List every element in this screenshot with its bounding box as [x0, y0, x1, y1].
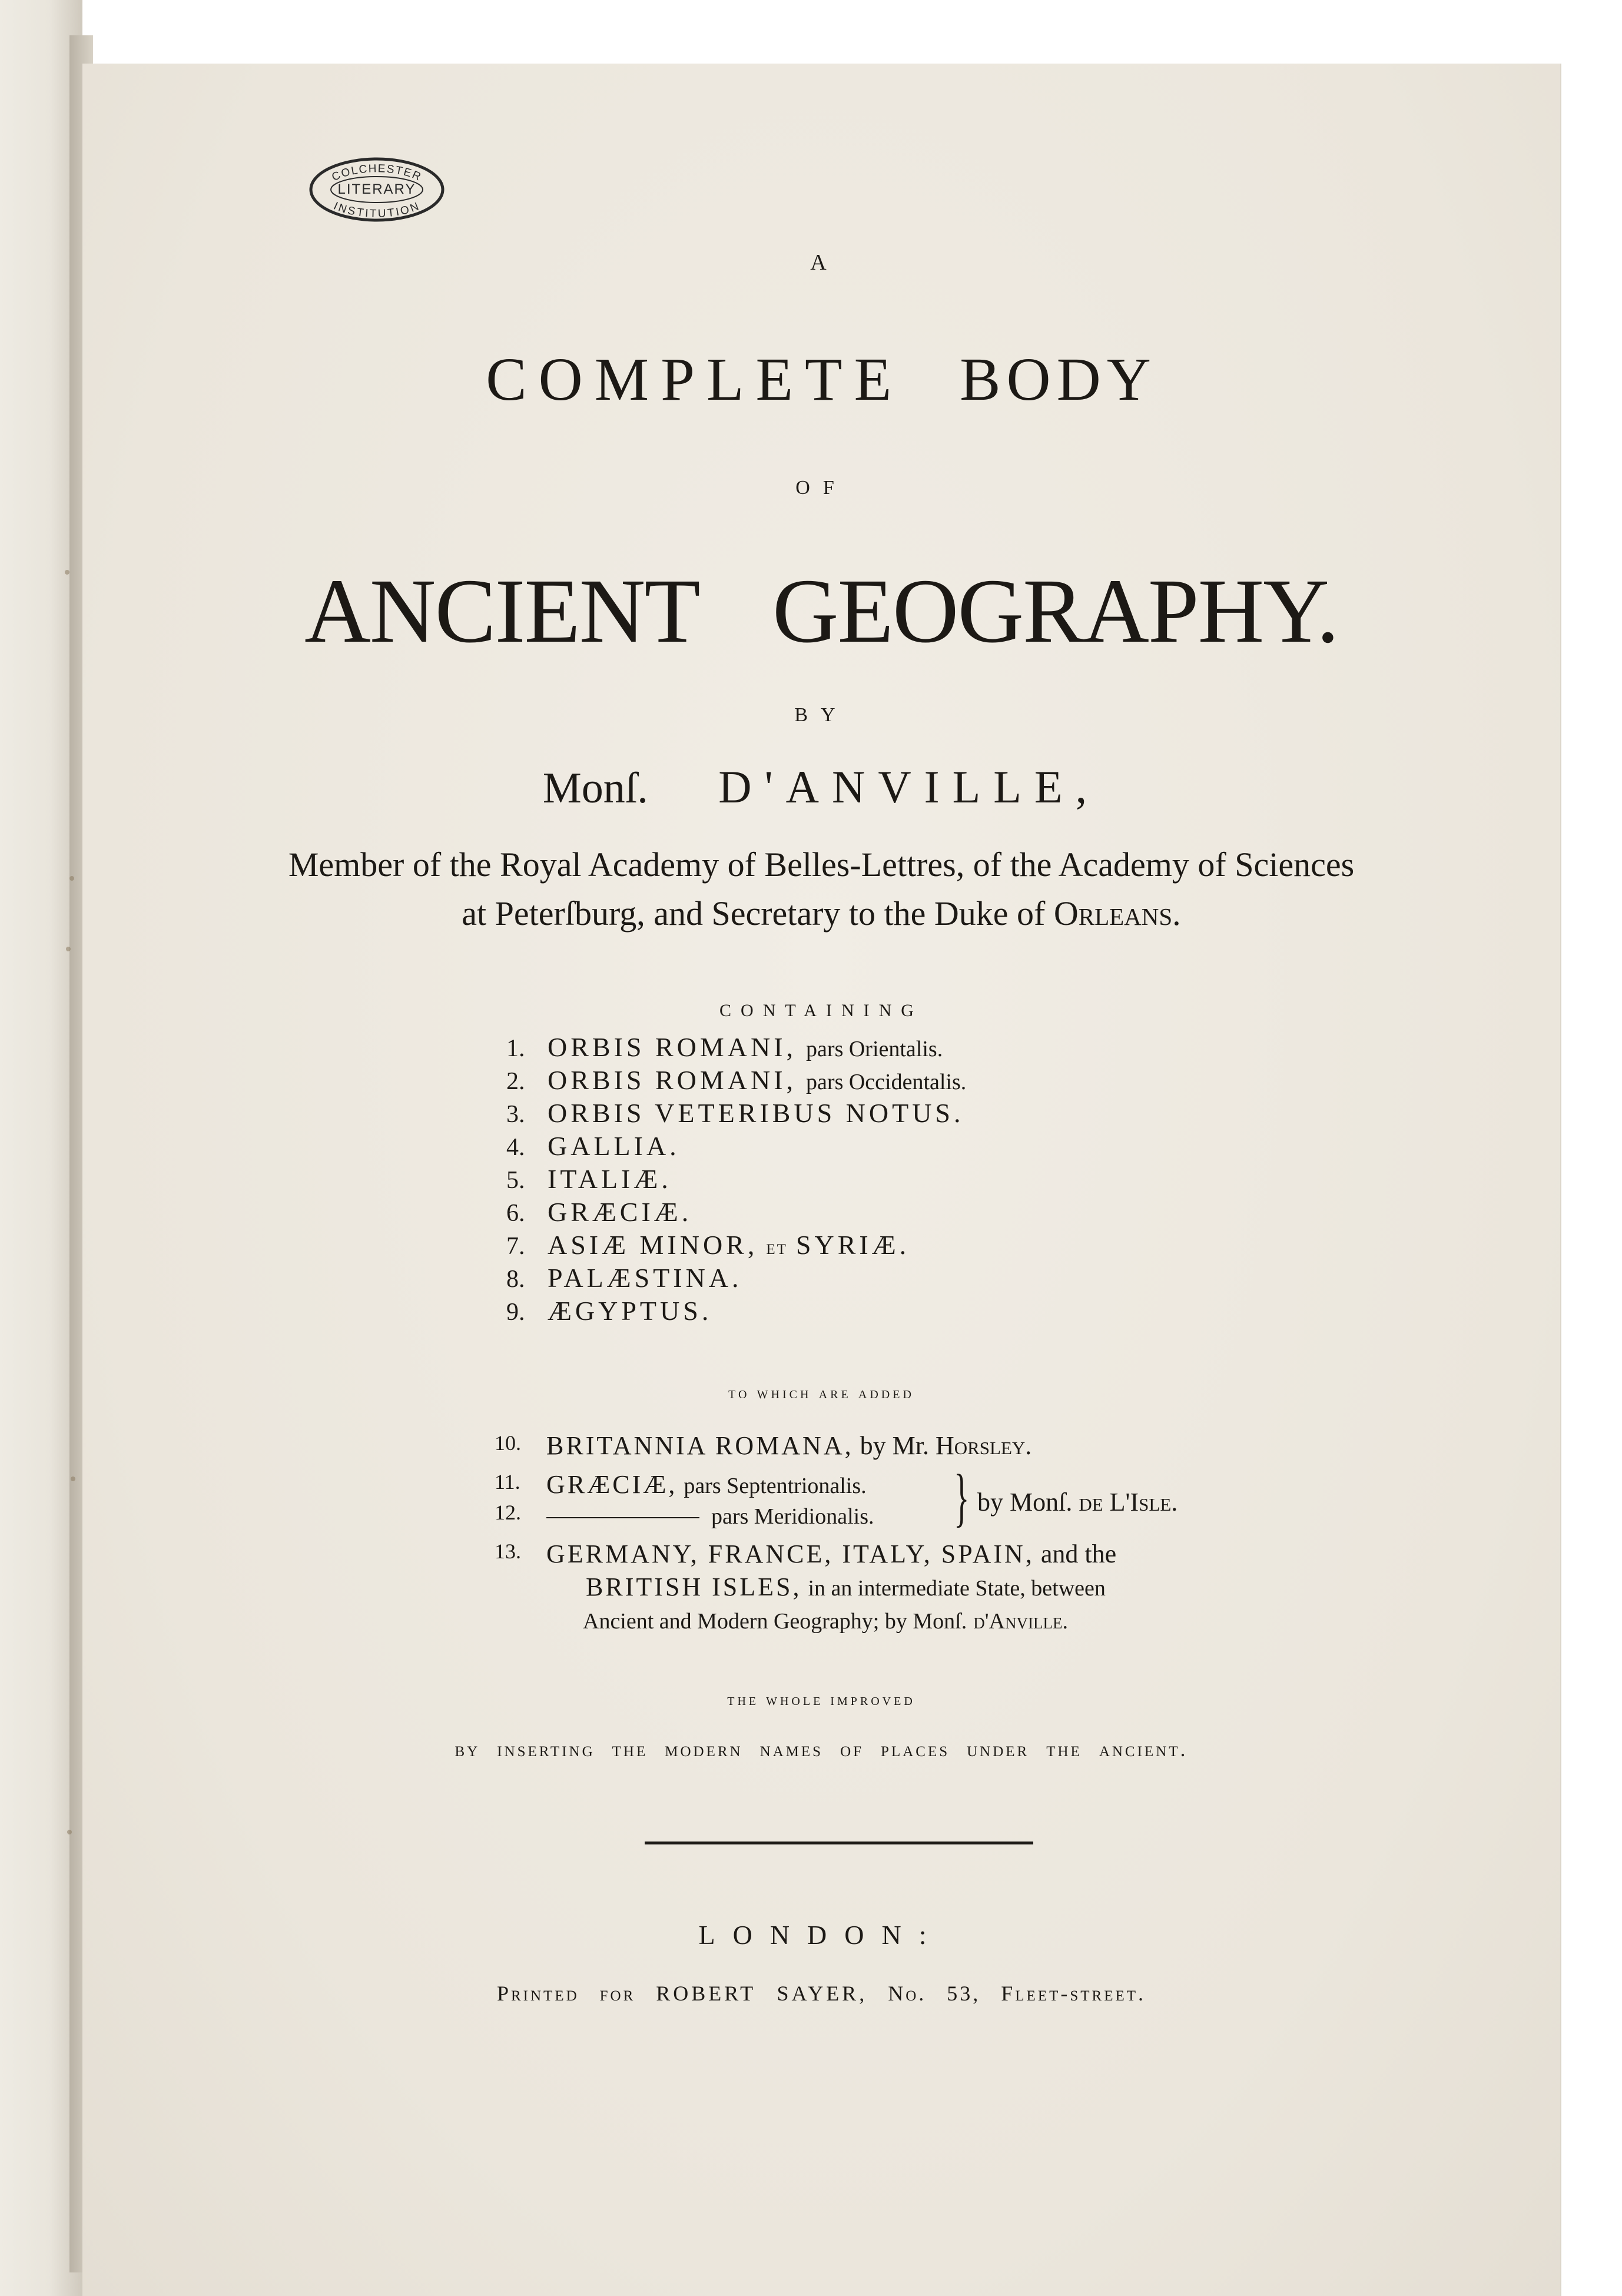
imprint-line	[82, 1981, 1560, 2006]
item-11-12-attribution	[977, 1487, 1177, 1517]
stamp-arc-bottom: INSTITUTION	[331, 200, 422, 220]
item-title: PALÆSTINA.	[548, 1263, 742, 1293]
list-item	[506, 1064, 966, 1096]
imprint-printed-for: Printed for	[496, 1982, 636, 2005]
duke-name: Orleans.	[1053, 894, 1181, 933]
brace-icon: }	[954, 1461, 970, 1533]
author-name: D'ANVILLE,	[718, 761, 1100, 812]
item-body	[546, 1469, 867, 1499]
item-body	[546, 1500, 874, 1530]
item-by: by Mr.	[860, 1431, 929, 1460]
list-item	[506, 1262, 742, 1293]
item-author: Horsley.	[935, 1431, 1032, 1460]
item-title: GRÆCIÆ,	[546, 1470, 678, 1499]
item-title: ÆGYPTUS.	[548, 1296, 712, 1326]
item-author: de L'Isle.	[1079, 1488, 1178, 1517]
author-credentials-2	[82, 894, 1560, 933]
author-honorific: Monſ.	[542, 764, 648, 812]
title-of: OF	[795, 477, 847, 499]
item-title: GERMANY, FRANCE, ITALY, SPAIN,	[546, 1539, 1034, 1568]
list-item	[506, 1295, 712, 1326]
list-item	[506, 1229, 910, 1260]
item-number: 10.	[495, 1431, 521, 1455]
foxing-spot	[71, 1477, 75, 1481]
imprint-city: LONDON:	[698, 1920, 944, 1950]
list-item-continued	[583, 1605, 1068, 1635]
item-title-2: SYRIÆ.	[795, 1230, 910, 1260]
credentials-text: at Peterſburg, and Secretary to the Duke of	[462, 894, 1054, 933]
ditto-rule	[546, 1517, 699, 1518]
author-credentials-1: Member of the Royal Academy of Belles-Lettres, of the Academy of Sciences	[288, 845, 1355, 884]
item-title: ORBIS VETERIBUS NOTUS.	[548, 1098, 964, 1128]
item-by: by Monſ.	[977, 1488, 1073, 1517]
item-author: d'Anville.	[973, 1609, 1068, 1634]
imprint-printer: ROBERT SAYER,	[656, 1982, 868, 2005]
improved-line-2: by inserting the modern names of places under the ancient.	[455, 1737, 1188, 1761]
item-number: 13.	[495, 1539, 521, 1563]
item-number: 8.	[506, 1266, 525, 1293]
item-number: 12.	[495, 1501, 521, 1524]
title-word-body: BODY	[960, 346, 1157, 413]
item-title: BRITISH ISLES,	[586, 1572, 802, 1601]
item-text: and the	[1040, 1539, 1117, 1568]
foxing-spot	[65, 570, 69, 575]
item-conjunction: et	[766, 1235, 788, 1259]
list-item	[506, 1130, 680, 1162]
item-number: 3.	[506, 1101, 525, 1128]
item-number: 9.	[506, 1299, 525, 1326]
item-number: 11.	[495, 1470, 520, 1494]
item-body	[546, 1431, 1031, 1461]
author-line	[82, 761, 1560, 814]
item-text: in an intermediate State, between	[808, 1576, 1106, 1601]
item-title: ORBIS ROMANI,	[548, 1065, 797, 1095]
list-item	[506, 1097, 964, 1129]
item-body	[546, 1539, 1116, 1569]
item-number: 4.	[506, 1134, 525, 1161]
title-line-2: ANCIENT GEOGRAPHY.	[304, 560, 1338, 662]
title-line-1	[82, 344, 1560, 414]
item-title: BRITANNIA ROMANA,	[546, 1431, 854, 1460]
list-item	[506, 1196, 692, 1227]
item-number: 2.	[506, 1068, 525, 1095]
foxing-spot	[69, 876, 74, 881]
item-title: ORBIS ROMANI,	[548, 1032, 797, 1062]
stamp-center-text: LITERARY	[337, 181, 416, 197]
by-label: BY	[794, 704, 848, 726]
library-stamp	[306, 154, 447, 225]
item-subtitle: pars Occidentalis.	[806, 1070, 967, 1094]
foxing-spot	[67, 1830, 72, 1834]
item-title: GALLIA.	[548, 1131, 680, 1161]
item-subtitle: pars Septentrionalis.	[684, 1474, 867, 1498]
item-subtitle: pars Meridionalis.	[711, 1504, 874, 1529]
list-item	[506, 1031, 943, 1063]
added-heading: to which are added	[728, 1383, 914, 1402]
item-title: ITALIÆ.	[548, 1164, 672, 1194]
list-item-continued	[586, 1572, 1106, 1602]
containing-heading: CONTAINING	[719, 1001, 923, 1020]
title-word-complete: COMPLETE	[486, 346, 904, 413]
stamp-arc-top: COLCHESTER	[330, 162, 424, 184]
imprint-address: No. 53, Fleet-street.	[888, 1982, 1146, 2005]
item-number: 7.	[506, 1233, 525, 1260]
item-title: ASIÆ MINOR,	[548, 1230, 758, 1260]
item-title: GRÆCIÆ.	[548, 1197, 692, 1227]
item-subtitle: pars Orientalis.	[806, 1037, 943, 1061]
divider-rule	[645, 1842, 1033, 1844]
improved-line-1: the whole improved	[727, 1691, 916, 1709]
item-number: 1.	[506, 1035, 525, 1062]
item-number: 5.	[506, 1167, 525, 1194]
list-item	[506, 1163, 672, 1195]
item-text: Ancient and Modern Geography; by Monſ.	[583, 1609, 967, 1634]
foxing-spot	[66, 947, 71, 951]
title-article: A	[810, 250, 832, 275]
item-number: 6.	[506, 1200, 525, 1227]
